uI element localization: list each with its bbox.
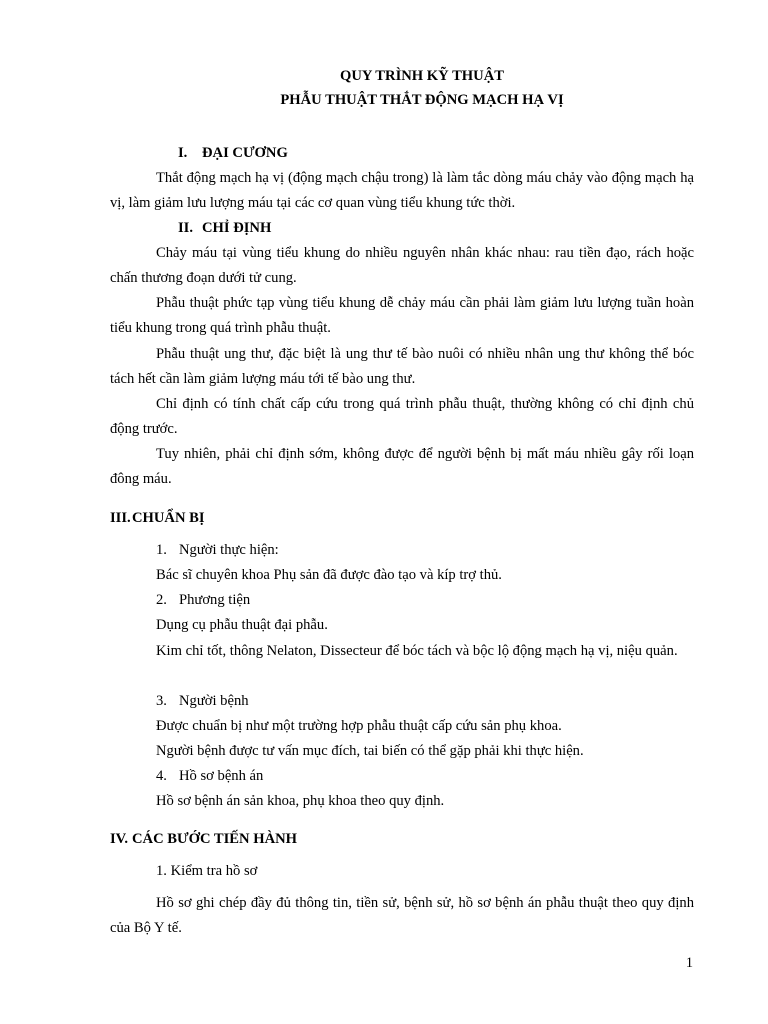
subsection-heading xyxy=(156,764,696,789)
section-number: III. xyxy=(110,510,131,526)
section-4-heading xyxy=(110,827,694,852)
list-text: Dụng cụ phẫu thuật đại phẫu. xyxy=(156,617,328,633)
list-text: Bác sĩ chuyên khoa Phụ sản đã được đào tạo và kíp trợ thủ. xyxy=(156,567,502,583)
subsection-heading xyxy=(156,588,696,613)
paragraph: Phẫu thuật ung thư, đặc biệt là ung thư tế bào nuôi có nhiều nhân ung thư không thể bóc tách hết cần làm giảm lượng máu tới tế bào ung thư. xyxy=(110,346,694,387)
section-3-heading xyxy=(110,506,694,531)
document-title xyxy=(110,64,734,112)
section-number: I. xyxy=(178,145,188,161)
paragraph: Phẫu thuật phức tạp vùng tiểu khung dễ chảy máu cần phải làm giảm lưu lượng tuần hoàn tiểu khung trong quá trình phẫu thuật. xyxy=(110,295,694,336)
subsection-number: 4. xyxy=(156,768,167,784)
paragraph: Chỉ định có tính chất cấp cứu trong quá trình phẫu thuật, thường không có chỉ định chủ động trước. xyxy=(110,396,694,437)
paragraph: Hồ sơ ghi chép đầy đủ thông tin, tiền sử, bệnh sử, hồ sơ bệnh án phẫu thuật theo quy định của Bộ Y tế. xyxy=(110,895,694,936)
paragraph: Tuy nhiên, phải chỉ định sớm, không được để người bệnh bị mất máu nhiều gây rối loạn đông máu. xyxy=(110,446,694,487)
subsection-heading: 1. Kiểm tra hồ sơ xyxy=(156,863,258,879)
section-2-heading xyxy=(178,216,762,241)
title-line-2: PHẪU THUẬT THẮT ĐỘNG MẠCH HẠ VỊ xyxy=(280,92,564,108)
subsection-label: Người bệnh xyxy=(179,693,249,709)
paragraph: Kim chỉ tốt, thông Nelaton, Dissecteur để bóc tách và bộc lộ động mạch hạ vị, niệu quản. xyxy=(156,643,678,659)
subsection-number: 3. xyxy=(156,693,167,709)
section-title: ĐẠI CƯƠNG xyxy=(202,145,288,161)
subsection-label: Hồ sơ bệnh án xyxy=(179,768,264,784)
section-number: IV. xyxy=(110,831,128,847)
section-number: II. xyxy=(178,220,194,236)
section-title: CÁC BƯỚC TIẾN HÀNH xyxy=(132,831,298,847)
subsection-label: Phương tiện xyxy=(179,592,251,608)
subsection-number: 2. xyxy=(156,592,167,608)
subsection-heading xyxy=(156,538,696,563)
list-text: Người bệnh được tư vấn mục đích, tai biến có thể gặp phải khi thực hiện. xyxy=(156,743,584,759)
list-text: Hồ sơ bệnh án sản khoa, phụ khoa theo quy định. xyxy=(156,793,445,809)
list-text: Được chuẩn bị như một trường hợp phẫu thuật cấp cứu sản phụ khoa. xyxy=(156,718,562,734)
section-1-heading xyxy=(178,141,762,166)
subsection-heading xyxy=(156,689,696,714)
section-title: CHỈ ĐỊNH xyxy=(202,220,272,236)
subsection-number: 1. xyxy=(156,542,167,558)
subsection-label: Người thực hiện: xyxy=(179,542,279,558)
title-line-1: QUY TRÌNH KỸ THUẬT xyxy=(340,68,504,84)
paragraph: Chảy máu tại vùng tiểu khung do nhiều nguyên nhân khác nhau: rau tiền đạo, rách hoặc chấn thương đoạn dưới tử cung. xyxy=(110,245,694,286)
section-title: CHUẨN BỊ xyxy=(132,510,205,526)
page-number: 1 xyxy=(685,955,693,971)
paragraph: Thắt động mạch hạ vị (động mạch chậu trong) là làm tắc dòng máu chảy vào động mạch hạ vị, làm giảm lưu lượng máu tại các cơ quan vùng tiểu khung tức thời. xyxy=(110,170,694,211)
